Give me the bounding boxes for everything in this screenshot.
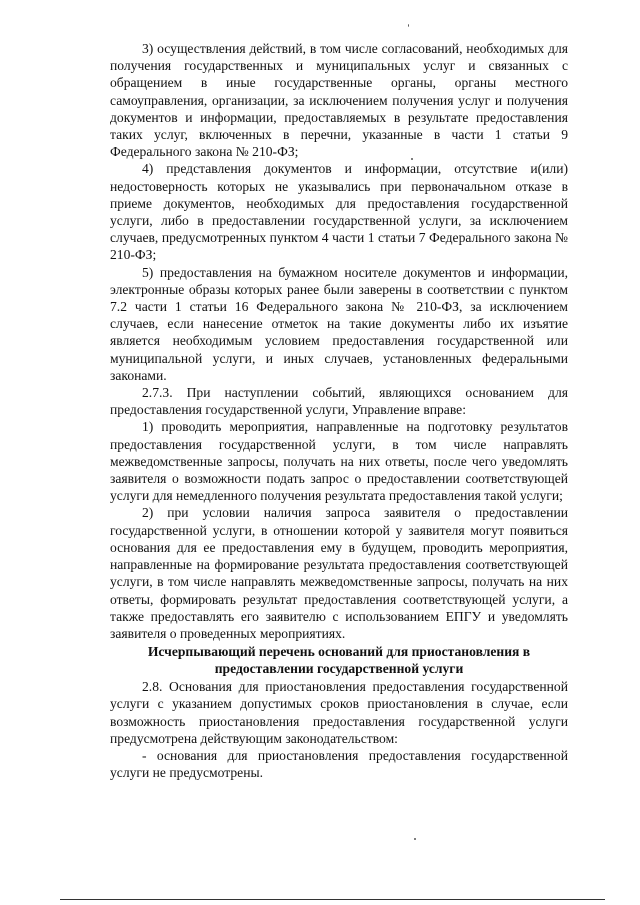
paragraph-no-grounds: - основания для приостановления предоставления государственной услуги не предусмотрены. [110, 747, 568, 781]
scan-speck [411, 158, 413, 160]
scan-speck [408, 24, 409, 27]
paragraph-2-8: 2.8. Основания для приостановления предоставления государственной услуги с указанием допустимых сроков приостановления в случае, если возможность приостановления предоставления государственной услуги предусмотрена действующим законодательством: [110, 679, 568, 746]
section-heading: Исчерпывающий перечень оснований для приостановления в предоставлении государственной услуги [147, 644, 531, 677]
paragraph-subitem-1: 1) проводить мероприятия, направленные на подготовку результатов предоставления государственной услуги, в том числе направлять межведомственные запросы, получать на них ответы, после чего уведомлять заявителя о возможности подать запрос о предоставлении соответствующей услуги для немедленного получения результата предоставления такой услуги; [110, 419, 568, 504]
scan-speck [414, 838, 416, 840]
paragraph-item-3: 3) осуществления действий, в том числе согласований, необходимых для получения государственных и муниципальных услуг и связанных с обращением в иные государственные органы, органы местного самоуправления, организации, за исключением получения услуг и получения документов и информации, предоставляемых в результате предоставления таких услуг, включенных в перечни, указанные в части 1 статьи 9 Федерального закона № 210-ФЗ; [110, 41, 568, 160]
paragraph-item-5: 5) предоставления на бумажном носителе документов и информации, электронные образы которых ранее были заверены в соответствии с пунктом 7.2 части 1 статьи 16 Федерального закона № 210-ФЗ, за исключением случаев, если нанесение отметок на такие документы либо их изъятие является необходимым условием предоставления государственной или муниципальной услуги, и иных случаев, установленных федеральными законами. [110, 264, 568, 383]
paragraph-2-7-3: 2.7.3. При наступлении событий, являющихся основанием для предоставления государственной услуги, Управление вправе: [110, 385, 568, 418]
paragraph-item-4: 4) представления документов и информации, отсутствие и(или) недостоверность которых не указывались при первоначальном отказе в приеме документов, необходимых для предоставления государственной услуги, либо в предоставлении государственной услуги, за исключением случаев, предусмотренных пунктом 4 части 1 статьи 7 Федерального закона № 210-ФЗ; [110, 161, 568, 263]
scan-bottom-line [60, 899, 605, 900]
paragraph-subitem-2: 2) при условии наличия запроса заявителя о предоставлении государственной услуги, в отношении которой у заявителя могут появиться основания для ее предоставления ему в будущем, проводить мероприятия, направленные на формирование результата предоставления соответствующей услуги, в том числе направлять межведомственные запросы, получать на них ответы, формировать результат предоставления соответствующей услуги, а также предоставлять его заявителю с использованием ЕПГУ и уведомлять заявителя о проведенных мероприятиях. [110, 505, 568, 641]
document-body [110, 40, 568, 781]
